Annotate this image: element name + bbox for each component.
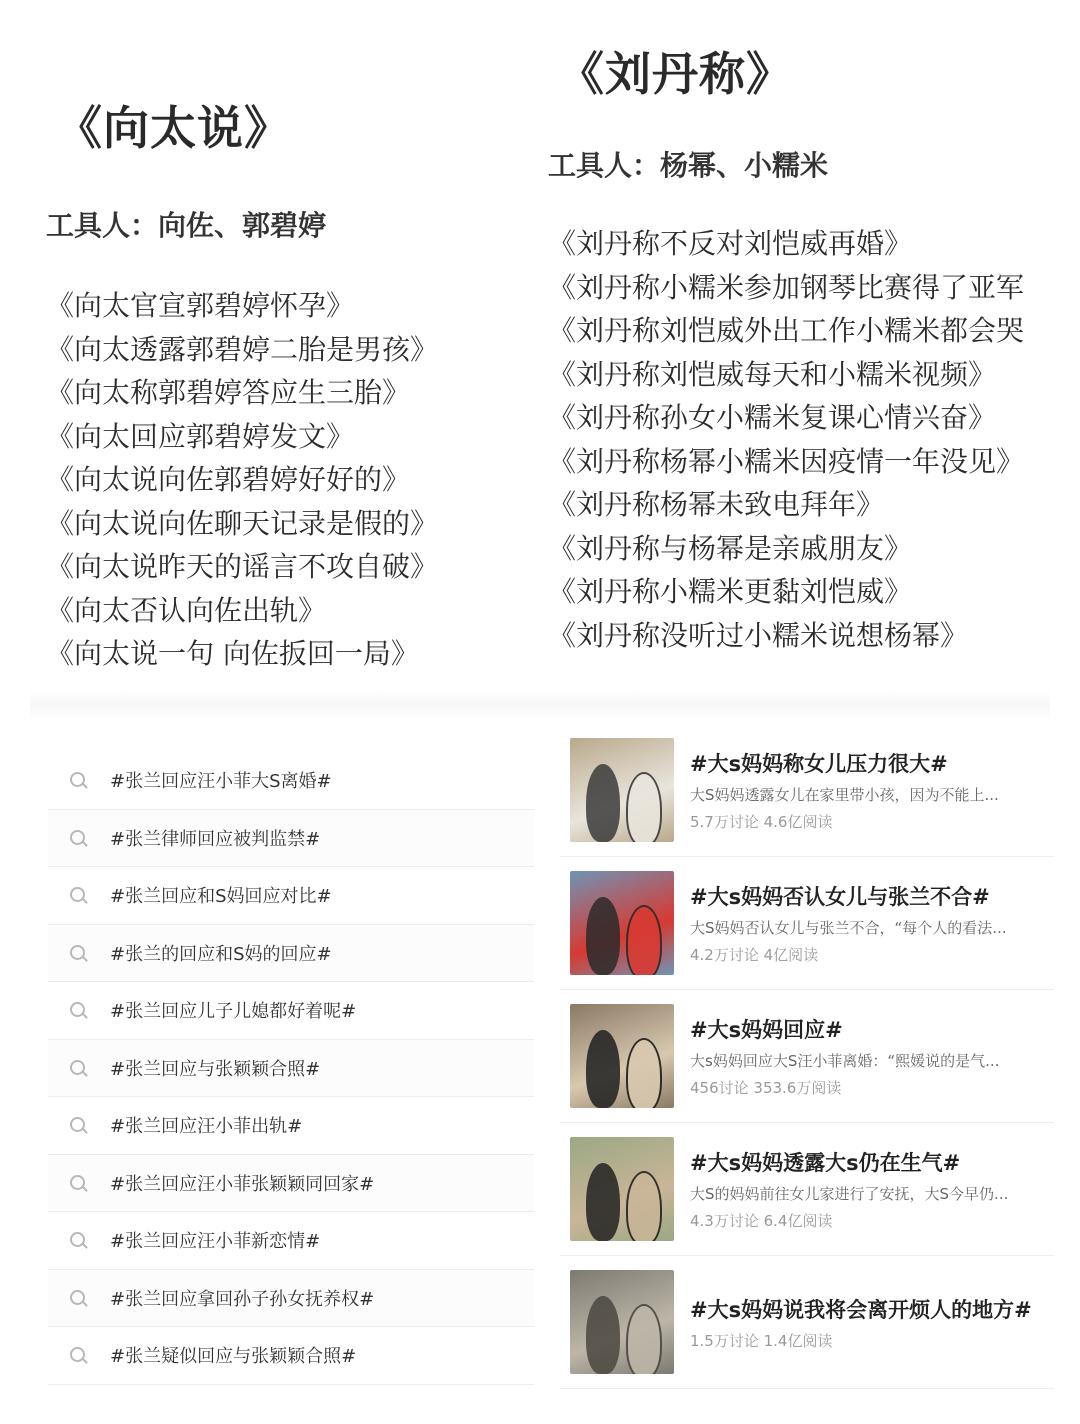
feed-stats: 456讨论 353.6万阅读 [690, 1079, 842, 1097]
right-topic-item: 《刘丹称刘恺威外出工作小糯米都会哭 [548, 314, 1025, 347]
feed-thumbnail [570, 871, 674, 975]
feed-title[interactable]: #大s妈妈称女儿压力很大# [690, 752, 948, 776]
left-topic-item: 《向太否认向佐出轨》 [46, 593, 327, 627]
search-result-text: #张兰回应汪小菲新恋情# [110, 1231, 321, 1253]
search-result-row[interactable] [48, 1270, 534, 1328]
feed-item[interactable] [560, 857, 1054, 990]
left-title: 《向太说》 [56, 101, 291, 155]
right-tools-line: 工具人：杨幂、小糯米 [548, 149, 829, 182]
left-tools-line: 工具人：向佐、郭碧婷 [46, 209, 327, 242]
search-result-row[interactable] [48, 1327, 534, 1385]
right-topic-item: 《刘丹称与杨幂是亲戚朋友》 [548, 531, 913, 565]
right-topic-item: 《刘丹称杨幂小糯米因疫情一年没见》 [548, 444, 1025, 478]
thumbnail-person-shape [586, 897, 620, 975]
feed-title[interactable]: #大s妈妈回应# [690, 1018, 843, 1042]
thumbnail-person-shape [586, 1030, 620, 1108]
right-title: 《刘丹称》 [558, 47, 793, 101]
search-result-row[interactable] [48, 810, 534, 868]
section-divider [30, 690, 1050, 720]
feed-summary: 大S妈妈透露女儿在家里带小孩，因为不能上... [690, 786, 999, 804]
search-result-row[interactable] [48, 867, 534, 925]
search-result-text: #张兰律师回应被判监禁# [110, 828, 321, 850]
right-topic-list [548, 222, 1068, 657]
feed-title[interactable]: #大s妈妈透露大s仍在生气# [690, 1151, 961, 1175]
search-result-text: #张兰回应汪小菲大S离婚# [110, 771, 332, 793]
feed-item[interactable] [560, 724, 1054, 857]
feed-thumbnail [570, 738, 674, 842]
feed-stats: 1.5万讨论 1.4亿阅读 [690, 1331, 833, 1350]
search-result-row[interactable] [48, 1155, 534, 1213]
right-topic-item: 《刘丹称小糯米参加钢琴比赛得了亚军 [548, 270, 1025, 304]
right-topic-item: 《刘丹称刘恺威每天和小糯米视频》 [548, 357, 997, 391]
search-icon [70, 830, 86, 846]
search-icon [70, 887, 86, 903]
search-result-text: #张兰回应汪小菲张颖颖同回家# [110, 1173, 375, 1195]
left-column [46, 92, 546, 676]
right-column [548, 38, 1068, 657]
left-topic-item: 《向太回应郭碧婷发文》 [46, 419, 355, 453]
thumbnail-person-shape [586, 1296, 620, 1374]
feed-text-block [690, 1147, 1054, 1231]
search-result-row[interactable] [48, 982, 534, 1040]
search-icon [70, 945, 86, 961]
search-icon [70, 1117, 86, 1133]
thumbnail-person-shape [586, 764, 620, 842]
search-result-text: #张兰回应拿回孙子孙女抚养权# [110, 1288, 375, 1310]
feed-summary: 大S的妈妈前往女儿家进行了安抚，大S今早仍... [690, 1185, 1009, 1203]
search-icon [70, 1002, 86, 1018]
feed-text-block [690, 1294, 1054, 1351]
feed-stats: 4.2万讨论 4亿阅读 [690, 946, 819, 964]
search-results-list [48, 752, 534, 1385]
feed-thumbnail [570, 1004, 674, 1108]
search-icon [70, 772, 86, 788]
right-topic-item: 《刘丹称孙女小糯米复课心情兴奋》 [548, 401, 997, 434]
search-result-text: #张兰的回应和S妈的回应# [110, 943, 332, 965]
feed-summary: 大S妈妈否认女儿与张兰不合，“每个人的看法... [690, 919, 1007, 937]
thumbnail-person-shape [626, 905, 662, 975]
search-result-text: #张兰回应儿子儿媳都好着呢# [110, 1001, 357, 1023]
feed-stats: 4.3万讨论 6.4亿阅读 [690, 1212, 833, 1230]
search-result-text: #张兰疑似回应与张颖颖合照# [110, 1346, 357, 1368]
search-result-row[interactable] [48, 752, 534, 810]
feed-title[interactable]: #大s妈妈说我将会离开烦人的地方# [690, 1297, 1032, 1322]
search-icon [70, 1347, 86, 1363]
feed-text-block [690, 748, 1054, 832]
topic-feed [560, 724, 1054, 1389]
left-topic-item: 《向太说向佐郭碧婷好好的》 [46, 463, 411, 496]
right-topic-item: 《刘丹称小糯米更黏刘恺威》 [548, 575, 913, 608]
right-topic-item: 《刘丹称不反对刘恺威再婚》 [548, 227, 913, 260]
thumbnail-person-shape [626, 1038, 662, 1108]
left-topic-item: 《向太说一句 向佐扳回一局》 [46, 637, 419, 670]
thumbnail-person-shape [626, 772, 662, 842]
search-icon [70, 1060, 86, 1076]
left-topic-item: 《向太说向佐聊天记录是假的》 [46, 506, 439, 540]
search-result-row[interactable] [48, 1097, 534, 1155]
right-topic-item: 《刘丹称杨幂未致电拜年》 [548, 488, 885, 521]
feed-item[interactable] [560, 1256, 1054, 1389]
thumbnail-person-shape [626, 1171, 662, 1241]
search-result-row[interactable] [48, 1040, 534, 1098]
feed-stats: 5.7万讨论 4.6亿阅读 [690, 813, 833, 831]
right-topic-item: 《刘丹称没听过小糯米说想杨幂》 [548, 618, 969, 652]
search-result-row[interactable] [48, 925, 534, 983]
search-icon [70, 1175, 86, 1191]
feed-item[interactable] [560, 990, 1054, 1123]
search-result-text: #张兰回应汪小菲出轨# [110, 1116, 303, 1138]
feed-thumbnail [570, 1137, 674, 1241]
search-icon [70, 1290, 86, 1306]
feed-title[interactable]: #大s妈妈否认女儿与张兰不合# [690, 885, 990, 909]
left-topic-item: 《向太称郭碧婷答应生三胎》 [46, 376, 411, 409]
left-topic-item: 《向太官宣郭碧婷怀孕》 [46, 289, 355, 322]
left-topic-list [46, 284, 546, 676]
search-icon [70, 1232, 86, 1248]
search-result-row[interactable] [48, 1212, 534, 1270]
left-topic-item: 《向太透露郭碧婷二胎是男孩》 [46, 332, 439, 366]
feed-text-block [690, 1014, 1054, 1098]
search-result-text: #张兰回应和S妈回应对比# [110, 886, 332, 908]
search-result-text: #张兰回应与张颖颖合照# [110, 1058, 321, 1080]
left-topic-item: 《向太说昨天的谣言不攻自破》 [46, 550, 439, 583]
feed-summary: 大s妈妈回应大S汪小菲离婚：“熙媛说的是气... [690, 1052, 1000, 1070]
feed-text-block [690, 881, 1054, 965]
thumbnail-person-shape [586, 1163, 620, 1241]
feed-thumbnail [570, 1270, 674, 1374]
feed-item[interactable] [560, 1123, 1054, 1256]
thumbnail-person-shape [626, 1304, 662, 1374]
